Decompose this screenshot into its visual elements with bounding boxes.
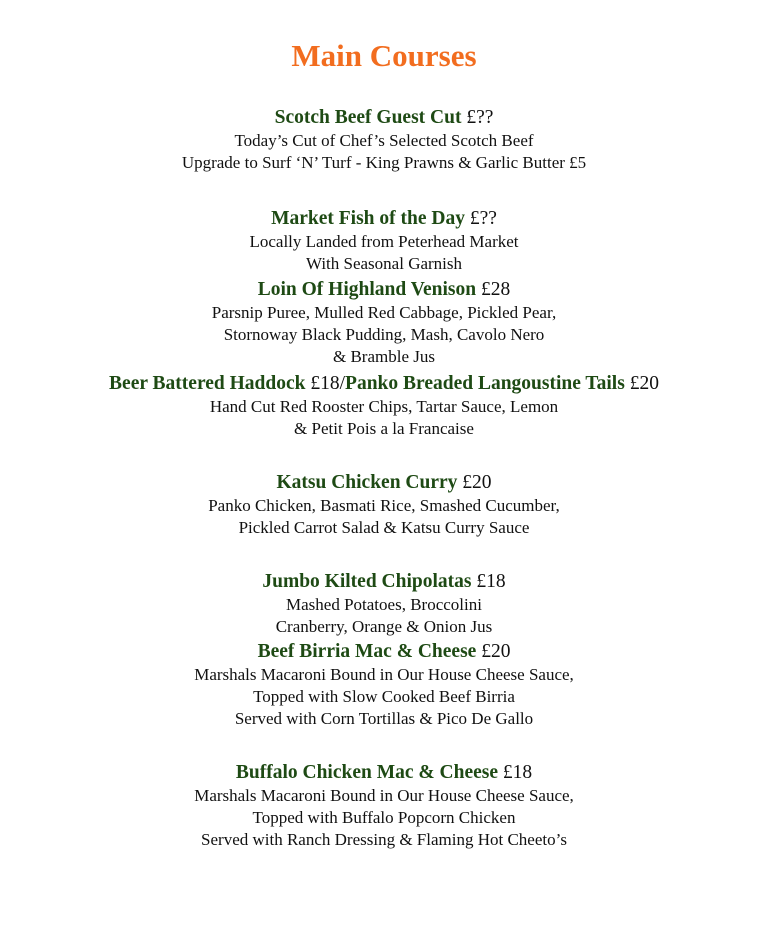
page-title: Main Courses <box>291 38 477 73</box>
dish-description-line: & Bramble Jus <box>333 347 435 366</box>
dish-name: Jumbo Kilted Chipolatas <box>262 571 472 592</box>
dish-haddock-langoustine <box>0 372 768 440</box>
dish-price: £20 <box>481 641 511 662</box>
dish-price: £18 <box>502 762 533 783</box>
dish-name: Market Fish of the Day <box>271 208 465 229</box>
dish-name: Buffalo Chicken Mac & Cheese <box>235 762 498 783</box>
dish-description-line: Served with Corn Tortillas & Pico De Gallo <box>234 709 534 728</box>
dish-price: £?? <box>469 208 497 229</box>
dish-heading <box>0 570 768 594</box>
dish-description-line: Upgrade to Surf ‘N’ Turf - King Prawns & Garlic Butter £5 <box>181 153 587 172</box>
dish-description-line: Marshals Macaroni Bound in Our House Cheese Sauce, <box>194 665 574 684</box>
dish-heading <box>0 278 768 302</box>
dish-description-line: Topped with Buffalo Popcorn Chicken <box>252 808 516 827</box>
dish-market-fish <box>0 207 768 275</box>
dish-description-line: Parsnip Puree, Mulled Red Cabbage, Pickled Pear, <box>211 303 557 322</box>
dish-heading <box>0 640 768 664</box>
dish-name: Beef Birria Mac & Cheese <box>257 641 477 662</box>
dish-heading <box>0 106 768 130</box>
dish-heading <box>0 207 768 231</box>
dish-price: £18/ <box>310 373 346 394</box>
dish-price: £?? <box>466 107 494 128</box>
dish-description-line: Hand Cut Red Rooster Chips, Tartar Sauce, Lemon <box>209 397 559 416</box>
dish-katsu-curry <box>0 471 768 539</box>
dish-name-alt: Panko Breaded Langoustine Tails <box>345 373 625 394</box>
dish-description-line: Today’s Cut of Chef’s Selected Scotch Beef <box>234 131 534 150</box>
dish-buffalo-mac <box>0 761 768 851</box>
dish-name: Scotch Beef Guest Cut <box>274 107 462 128</box>
dish-description-line: Cranberry, Orange & Onion Jus <box>275 617 493 636</box>
dish-birria-mac <box>0 640 768 730</box>
dish-description-line: & Petit Pois a la Francaise <box>294 419 474 438</box>
dish-name: Loin Of Highland Venison <box>257 279 477 300</box>
dish-description-line: Pickled Carrot Salad & Katsu Curry Sauce <box>238 518 530 537</box>
dish-description-line: Topped with Slow Cooked Beef Birria <box>253 687 515 706</box>
dish-price: £18 <box>476 571 506 592</box>
dish-price: £20 <box>462 472 492 493</box>
dish-description-line: Panko Chicken, Basmati Rice, Smashed Cucumber, <box>208 496 560 515</box>
dish-price: £28 <box>481 279 511 300</box>
dish-description-line: Stornoway Black Pudding, Mash, Cavolo Nero <box>223 325 545 344</box>
dish-description-line: Served with Ranch Dressing & Flaming Hot Cheeto’s <box>201 830 567 849</box>
dish-description-line: Marshals Macaroni Bound in Our House Cheese Sauce, <box>194 786 574 805</box>
dish-name: Beer Battered Haddock <box>109 373 306 394</box>
dish-heading <box>0 471 768 495</box>
dish-scotch-beef <box>0 106 768 174</box>
dish-description-line: With Seasonal Garnish <box>305 254 463 273</box>
dish-description-line: Locally Landed from Peterhead Market <box>249 232 519 251</box>
dish-heading <box>0 372 768 396</box>
dish-description-line: Mashed Potatoes, Broccolini <box>286 595 482 614</box>
dish-heading <box>0 761 768 785</box>
dish-chipolatas <box>0 570 768 638</box>
dish-price-alt: £20 <box>629 373 659 394</box>
dish-venison <box>0 278 768 368</box>
dish-name: Katsu Chicken Curry <box>276 472 458 493</box>
